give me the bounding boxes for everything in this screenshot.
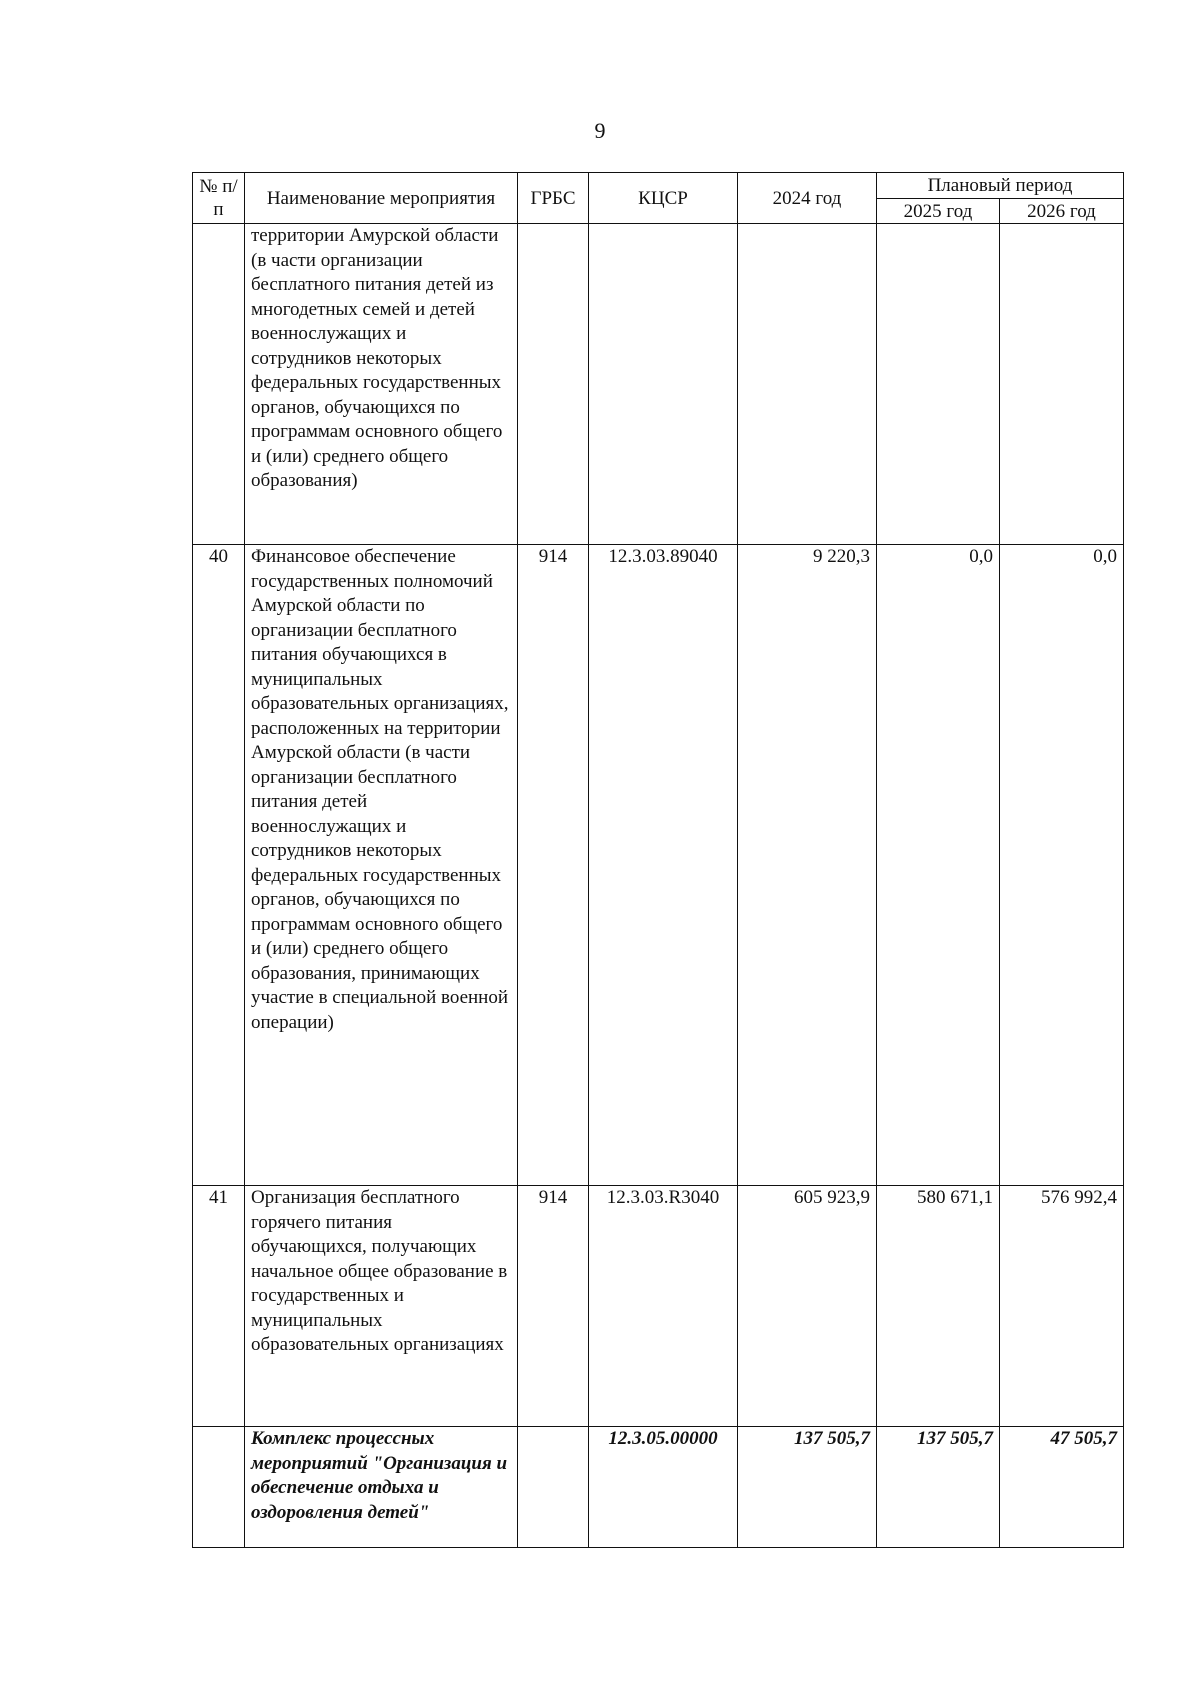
row-grbs	[518, 224, 589, 545]
row-amount-2025: 580 671,1	[877, 1186, 1000, 1427]
budget-table	[192, 172, 1124, 1548]
header-num: № п/п	[193, 173, 245, 224]
table-row	[193, 1186, 1124, 1427]
row-amount-2024: 605 923,9	[738, 1186, 877, 1427]
row-name: Финансовое обеспечение государственных полномочий Амурской области по организации бесплатного питания обучающихся в муниципальных образовательных организациях, расположенных на территории Амурской области (в части организации бесплатного питания детей военнослужащих и сотрудников некоторых федеральных государственных органов, обучающихся по программам основного общего и (или) среднего общего образования, принимающих участие в специальной военной операции)	[245, 545, 518, 1186]
table-row	[193, 224, 1124, 545]
row-grbs	[518, 1427, 589, 1548]
header-year-2026: 2026 год	[1000, 199, 1124, 224]
header-year-2025: 2025 год	[877, 199, 1000, 224]
row-amount-2025: 137 505,7	[877, 1427, 1000, 1548]
row-amount-2026: 576 992,4	[1000, 1186, 1124, 1427]
header-planned-period: Плановый период	[877, 173, 1124, 199]
row-num: 40	[193, 545, 245, 1186]
row-amount-2024: 137 505,7	[738, 1427, 877, 1548]
row-kcsr	[589, 224, 738, 545]
table-row	[193, 545, 1124, 1186]
row-name: Комплекс процессных мероприятий "Организация и обеспечение отдыха и оздоровления детей"	[245, 1427, 518, 1548]
row-kcsr: 12.3.03.89040	[589, 545, 738, 1186]
row-name: Организация бесплатного горячего питания обучающихся, получающих начальное общее образование в государственных и муниципальных образовательных организациях	[245, 1186, 518, 1427]
page-number: 9	[594, 118, 606, 143]
row-amount-2026: 0,0	[1000, 545, 1124, 1186]
header-year-2024: 2024 год	[738, 173, 877, 224]
row-amount-2026	[1000, 224, 1124, 545]
row-amount-2025: 0,0	[877, 545, 1000, 1186]
row-amount-2024: 9 220,3	[738, 545, 877, 1186]
row-grbs: 914	[518, 545, 589, 1186]
table-row-subtotal	[193, 1427, 1124, 1548]
row-amount-2024	[738, 224, 877, 545]
header-kcsr: КЦСР	[589, 173, 738, 224]
row-num	[193, 224, 245, 545]
row-kcsr: 12.3.03.R3040	[589, 1186, 738, 1427]
row-num: 41	[193, 1186, 245, 1427]
row-grbs: 914	[518, 1186, 589, 1427]
row-amount-2025	[877, 224, 1000, 545]
table-header	[193, 173, 1124, 224]
row-amount-2026: 47 505,7	[1000, 1427, 1124, 1548]
row-name: территории Амурской области (в части организации бесплатного питания детей из многодетных семей и детей военнослужащих и сотрудников некоторых федеральных государственных органов, обучающихся по программам основного общего и (или) среднего общего образования)	[245, 224, 518, 545]
header-grbs: ГРБС	[518, 173, 589, 224]
row-num	[193, 1427, 245, 1548]
row-kcsr: 12.3.05.00000	[589, 1427, 738, 1548]
header-name: Наименование мероприятия	[245, 173, 518, 224]
